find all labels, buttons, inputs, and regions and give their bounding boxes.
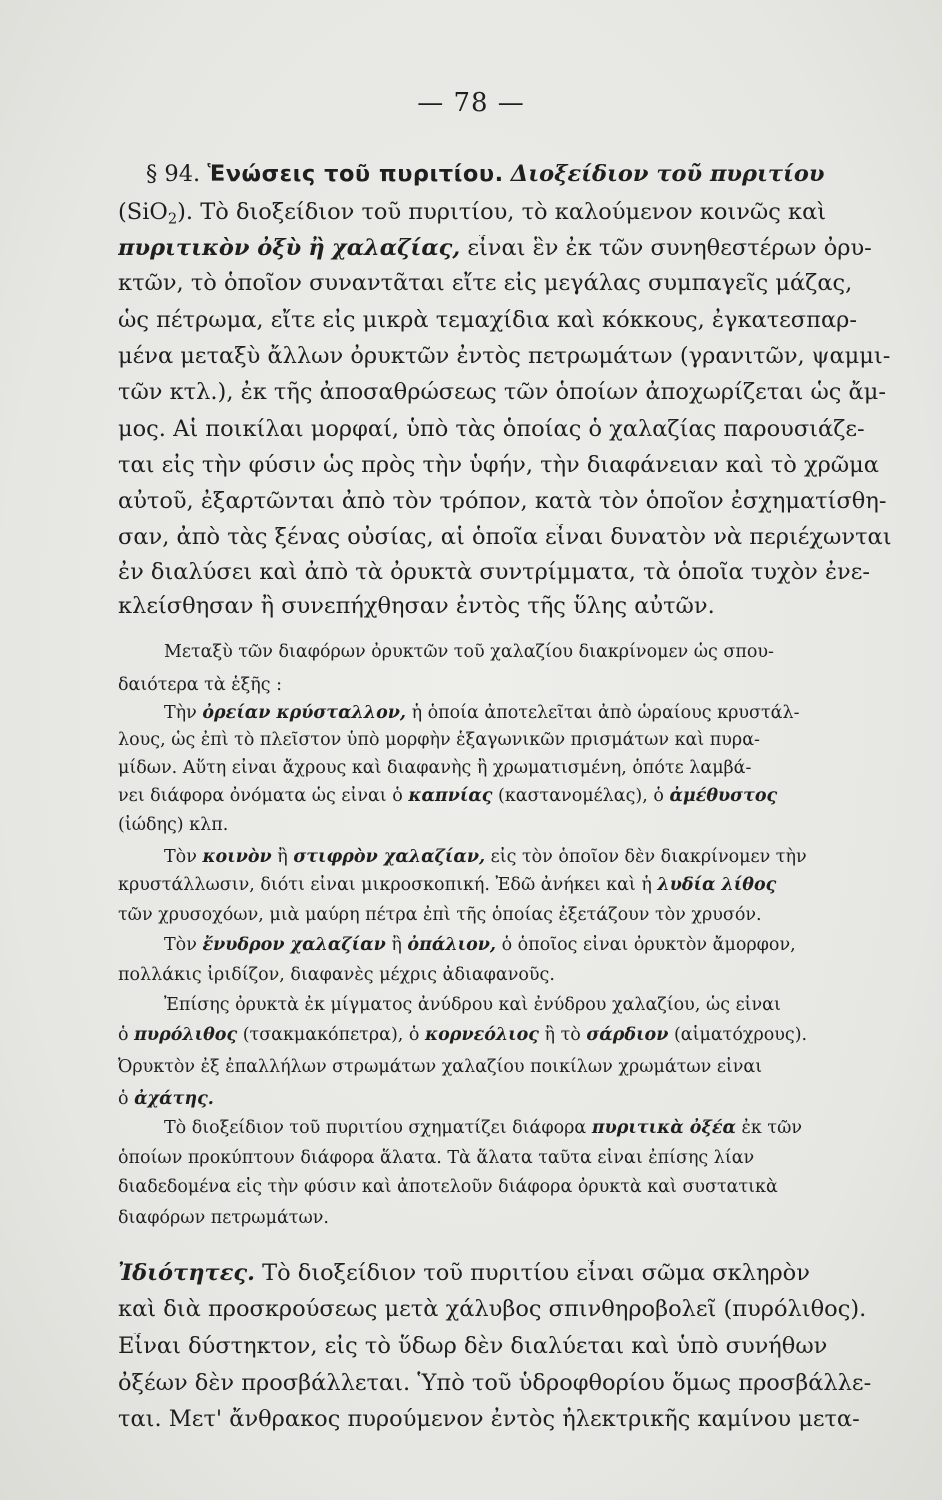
small-line: Μεταξὺ τῶν διαφόρων ὀρυκτῶν τοῦ χαλαζίου διακρίνομεν ὡς σπου- <box>164 642 774 662</box>
small-line: (ἰώδης) κλπ. <box>118 815 229 835</box>
small-line: διαδεδομένα εἰς τὴν φύσιν καὶ ἀποτελοῦν διάφορα ὀρυκτὰ καὶ συστατικὰ <box>118 1177 778 1197</box>
body-line: καὶ διὰ προσκρούσεως μετὰ χάλυβος σπινθηροβολεῖ (πυρόλιθος). <box>118 1296 867 1322</box>
body-line: κτῶν, τὸ ὁποῖον συναντᾶται εἴτε εἰς μεγάλας συμπαγεῖς μάζας, <box>118 270 853 296</box>
small-line: κρυστάλλωσιν, διότι εἶναι μικροσκοπική. Ἐδῶ ἀνήκει καὶ ἡ λυδία λίθος <box>118 875 777 895</box>
body-line: κλείσθησαν ἢ συνεπήχθησαν ἐντὸς τῆς ὕλης αὐτῶν. <box>118 593 715 619</box>
term-hydrous-quartz: ἔνυδρον χαλαζίαν <box>202 935 386 955</box>
body-line: τῶν κτλ.), ἐκ τῆς ἀποσαθρώσεως τῶν ὁποίων ἀποχωρίζεται ὡς ἄμ- <box>118 379 886 405</box>
body-line: ἐν διαλύσει καὶ ἀπὸ τὰ ὀρυκτὰ συντρίμματα, τὰ ὁποῖα τυχὸν ἐνε- <box>118 559 870 585</box>
small-line: ὁποίων προκύπτουν διάφορα ἅλατα. Τὰ ἅλατα ταῦτα εἶναι ἐπίσης λίαν <box>118 1148 755 1168</box>
body-line: μένα μεταξὺ ἄλλων ὀρυκτῶν ἐντὸς πετρωμάτων (γρανιτῶν, ψαμμι- <box>118 343 891 369</box>
term-smoky-quartz: καπνίας <box>408 786 493 806</box>
body-line: Ἰδιότητες. Τὸ διοξείδιον τοῦ πυριτίου εἶναι σῶμα σκληρὸν <box>118 1260 810 1286</box>
small-line: Ἐπίσης ὀρυκτὰ ἐκ μίγματος ἀνύδρου καὶ ἐνύδρου χαλαζίου, ὡς εἶναι <box>164 995 781 1015</box>
small-line: Ὀρυκτὸν ἐξ ἐπαλλήλων στρωμάτων χαλαζίου ποικίλων χρωμάτων εἶναι <box>118 1057 763 1077</box>
small-line: πολλάκις ἰριδίζον, διαφανὲς μέχρις ἀδιαφανοῦς. <box>118 965 555 985</box>
body-line: (SiO$_2$). Τὸ διοξείδιον τοῦ πυριτίου, τὸ καλούμενον κοινῶς καὶ <box>118 199 827 228</box>
small-line: διαφόρων πετρωμάτων. <box>118 1208 329 1228</box>
body-line: ὡς πέτρωμα, εἴτε εἰς μικρὰ τεμαχίδια καὶ κόκκους, ἐγκατεσπαρ- <box>118 307 857 333</box>
body-line: ὀξέων δὲν προσβάλλεται. Ὑπὸ τοῦ ὑδροφθορίου ὅμως προσβάλλε- <box>118 1370 872 1396</box>
properties-heading: Ἰδιότητες. <box>118 1260 255 1286</box>
small-line: λους, ὡς ἐπὶ τὸ πλεῖστον ὑπὸ μορφὴν ἑξαγωνικῶν πρισμάτων καὶ πυρα- <box>118 730 760 750</box>
section-title: Ἑνώσεις τοῦ πυριτίου. <box>207 161 504 187</box>
body-line: μος. Αἱ ποικίλαι μορφαί, ὑπὸ τὰς ὁποίας ὁ χαλαζίας παρουσιάζε- <box>118 416 865 442</box>
section-mark: § 94. <box>146 161 201 187</box>
section-subtitle: Διοξείδιον τοῦ πυριτίου <box>510 161 825 187</box>
term-sard: σάρδιον <box>586 1025 669 1045</box>
term-quartz: χαλαζίας, <box>331 235 461 261</box>
term-silicic-acids: πυριτικὰ ὀξέα <box>591 1118 736 1138</box>
term-amethyst: ἀμέθυστος <box>669 786 778 806</box>
small-line: ὁ πυρόλιθος (τσακμακόπετρα), ὁ κορνεόλιος ἢ τὸ σάρδιον (αἱματόχρους). <box>118 1025 808 1045</box>
body-line: πυριτικὸν ὀξὺ ἢ χαλαζίας, εἶναι ἓν ἐκ τῶν συνηθεστέρων ὀρυ- <box>118 235 872 261</box>
small-line: Τὸ διοξείδιον τοῦ πυριτίου σχηματίζει διάφορα πυριτικὰ ὀξέα ἐκ τῶν <box>164 1118 803 1138</box>
small-line: δαιότερα τὰ ἑξῆς : <box>118 675 283 695</box>
term-lydian-stone: λυδία λίθος <box>657 875 777 895</box>
small-line: Τὸν κοινὸν ἢ στιφρὸν χαλαζίαν, εἰς τὸν ὁποῖον δὲν διακρίνομεν τὴν <box>164 847 807 867</box>
small-line: τῶν χρυσοχόων, μιὰ μαύρη πέτρα ἐπὶ τῆς ὁποίας ἐξετάζουν τὸν χρυσόν. <box>118 905 762 925</box>
page-number: — 78 — <box>417 88 525 118</box>
term-carnelian: κορνεόλιος <box>425 1025 539 1045</box>
body-line: αὐτοῦ, ἐξαρτῶνται ἀπὸ τὸν τρόπον, κατὰ τὸν ὁποῖον ἐσχηματίσθη- <box>118 488 887 514</box>
term-opal: ὀπάλιον, <box>407 935 496 955</box>
body-line: σαν, ἀπὸ τὰς ξένας οὐσίας, αἱ ὁποῖα εἶναι δυνατὸν νὰ περιέχωνται <box>118 524 892 550</box>
term-silicic-acid: πυριτικὸν ὀξὺ <box>118 235 302 261</box>
small-line: Τὸν ἔνυδρον χαλαζίαν ἢ ὀπάλιον, ὁ ὁποῖος εἶναι ὀρυκτὸν ἄμορφον, <box>164 935 796 955</box>
body-line: ται εἰς τὴν φύσιν ὡς πρὸς τὴν ὑφήν, τὴν διαφάνειαν καὶ τὸ χρῶμα <box>118 452 879 478</box>
term-agate: ἀχάτης. <box>134 1089 214 1109</box>
term-rock-crystal: ὀρείαν κρύσταλλον, <box>202 703 406 723</box>
term-common: κοινὸν <box>202 847 272 867</box>
term-compact-quartz: στιφρὸν χαλαζίαν, <box>293 847 486 867</box>
body-line: ται. Μετ' ἄνθρακος πυρούμενον ἐντὸς ἠλεκτρικῆς καμίνου μετα- <box>118 1406 860 1432</box>
section-heading-line <box>146 161 902 187</box>
small-line: νει διάφορα ὀνόματα ὡς εἶναι ὁ καπνίας (καστανομέλας), ὁ ἀμέθυστος <box>118 786 778 806</box>
term-flint: πυρόλιθος <box>134 1025 238 1045</box>
body-line: Εἶναι δύστηκτον, εἰς τὸ ὕδωρ δὲν διαλύεται καὶ ὑπὸ συνήθων <box>118 1333 828 1359</box>
small-line: ὁ ἀχάτης. <box>118 1089 214 1109</box>
small-line: Τὴν ὀρείαν κρύσταλλον, ἡ ὁποία ἀποτελεῖται ἀπὸ ὡραίους κρυστάλ- <box>164 703 800 723</box>
formula: (SiO$_2$). <box>118 199 194 228</box>
small-line: μίδων. Αὕτη εἶναι ἄχρους καὶ διαφανὴς ἢ χρωματισμένη, ὁπότε λαμβά- <box>118 758 752 778</box>
